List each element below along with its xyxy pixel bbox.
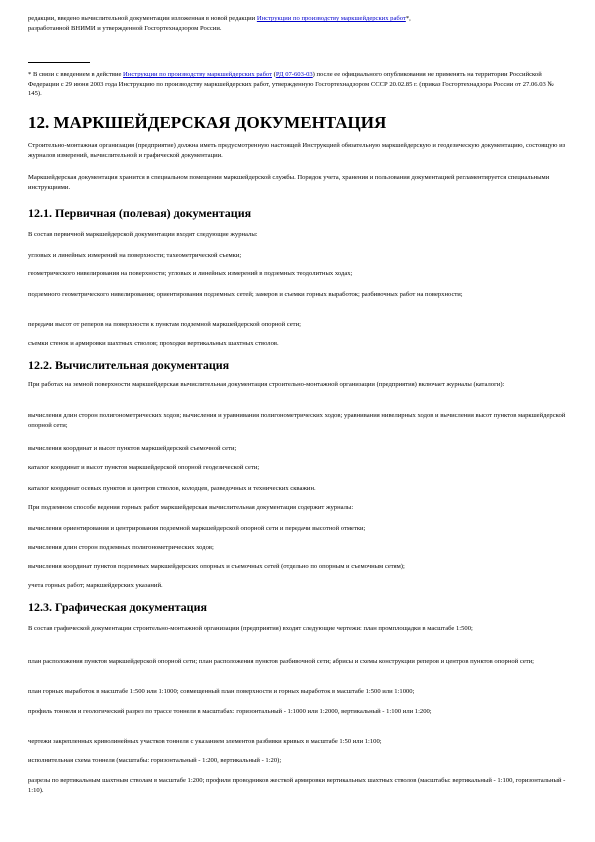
list-item: угловых и линейных измерений на поверхности; тахеометрической съемки; — [28, 252, 242, 259]
footnote-instruction-link[interactable]: Инструкции по производству маркшейдерских работ — [123, 71, 273, 78]
list-item: исполнительная схема тоннеля (масштабы: горизонтальный - 1:200, вертикальный - 1:20); — [28, 757, 282, 764]
list-item: передачи высот от реперов на поверхности к пунктам подземной маркшейдерской опорной сети; — [28, 321, 301, 328]
list-item: вычисления длин сторон подземных полигонометрических ходов; — [28, 544, 214, 551]
list-item: каталог координат и высот пунктов маркшейдерской опорной геодезической сети; — [28, 464, 260, 471]
list-item: подземного геометрического нивелирования; ориентирования подземных сетей; замеров и съемки горных выработок; разбивочных работ на поверхности; — [28, 291, 463, 298]
footnote — [28, 70, 568, 99]
list-item: план горных выработок в масштабе 1:500 или 1:1000; совмещенный план поверхности и горных выработок в масштабе 1:500 или 1:1000; — [28, 688, 415, 695]
list-item: учета горных работ; маркшейдерских указаний. — [28, 582, 163, 589]
footnote-rest: ) после ее официального опубликования не применять на территории Российской Федерации с 29 июня 2003 года Инструкцию по производству маркшейдерских работ, утвержденную Госгортехнадзором СССР 20.02.85 г. (приказ Госгортехнадзора России от 27.06.03 № 145). — [28, 71, 554, 98]
list-item: профиль тоннеля и геологический разрез по трассе тоннеля в масштабах: горизонтальный - 1:1000 или 1:2000, вертикальный - 1:100 или 1:200; — [28, 708, 432, 715]
section-12-paragraph-2: Маркшейдерская документация хранится в специальном помещении маркшейдерской службы. Порядок учета, хранения и пользования документацией регламентируется специальными инструкциями. — [28, 174, 550, 191]
section-12-1-intro: В состав первичной маркшейдерской документации входят следующие журналы: — [28, 231, 258, 238]
footnote-prefix: * В связи с введением в действие — [28, 71, 124, 78]
section-12-2-title: 12.2. Вычислительная документация — [28, 358, 230, 372]
intro-footnote-mark: *, — [405, 15, 411, 22]
footnote-paren: ( — [272, 71, 276, 78]
section-12-3-title: 12.3. Графическая документация — [28, 600, 207, 614]
list-item: вычисления координат и высот пунктов маркшейдерской съемочной сети; — [28, 445, 237, 452]
list-item: план расположения пунктов маркшейдерской опорной сети; план расположения пунктов разбивочной сети; абрисы и схемы конструкции реперов и центров пунктов опорной сети; — [28, 658, 535, 665]
section-12-1-title: 12.1. Первичная (полевая) документация — [28, 206, 252, 220]
section-12-2-intro: При работах на земной поверхности маркшейдерская вычислительная документация строительно-монтажной организации (предприятия) включает журналы (каталоги): — [28, 381, 505, 388]
section-12-paragraph-1: Строительно-монтажная организация (предприятие) должна иметь предусмотренную настоящей Инструкцией обязательную маркшейдерскую и геодезическую документацию, состоящую из журналов измерений, вычислительной и графической документации. — [28, 142, 566, 159]
list-item: съемки стенок и армировки шахтных стволов; проходки вертикальных шахтных стволов. — [28, 340, 279, 347]
intro-text: редакции, введено вычислительной документации изложенная в новой редакции — [28, 15, 257, 22]
list-item: вычисления длин сторон полигонометрических ходов; вычисления и уравнивания полигонометрических ходов; уравнивания нивелирных ходов и вычисления высот пунктов маркшейдерской опорной сети; — [28, 412, 566, 429]
section-12-title: 12. МАРКШЕЙДЕРСКАЯ ДОКУМЕНТАЦИЯ — [28, 113, 387, 132]
footnote-rd-link[interactable]: РД 07-603-03 — [275, 71, 313, 78]
section-12-3-intro: В состав графической документации строительно-монтажной организации (предприятия) входят следующие чертежи: план промплощадки в масштабе 1:500; — [28, 625, 473, 632]
list-item: разрезы по вертикальным шахтным стволам в масштабе 1:200; профили проводников жесткой армировки вертикальных шахтных стволов (масштабы: вертикальный - 1:100, горизонтальный - 1:10). — [28, 777, 566, 794]
list-item: геометрического нивелирования на поверхности; угловых и линейных измерений в подземных теодолитных ходах; — [28, 270, 353, 277]
section-12-2-intro-2: При подземном способе ведения горных работ маркшейдерская вычислительная документация содержит журналы: — [28, 504, 354, 511]
intro-paragraph — [28, 14, 568, 33]
list-item: вычисления координат пунктов подземных маркшейдерских опорных и съемочных сетей (отдельно по опорным и съемочным сетям); — [28, 563, 405, 570]
list-item: вычисления ориентирования и центрирования подземной маркшейдерской опорной сети и передачи высотной отметки; — [28, 525, 366, 532]
list-item: каталог координат осевых пунктов и центров стволов, колодцев, разведочных и технических скважин. — [28, 485, 316, 492]
list-item: чертежи закрепленных криволинейных участков тоннеля с указанием элементов разбивки кривых в масштабе 1:50 или 1:100; — [28, 738, 382, 745]
instruction-link[interactable]: Инструкции по производству маркшейдерских работ — [256, 15, 406, 22]
footnote-divider — [28, 62, 90, 63]
intro-text-line2: разработанной ВНИМИ и утвержденной Госгортехнадзором России. — [28, 24, 222, 32]
